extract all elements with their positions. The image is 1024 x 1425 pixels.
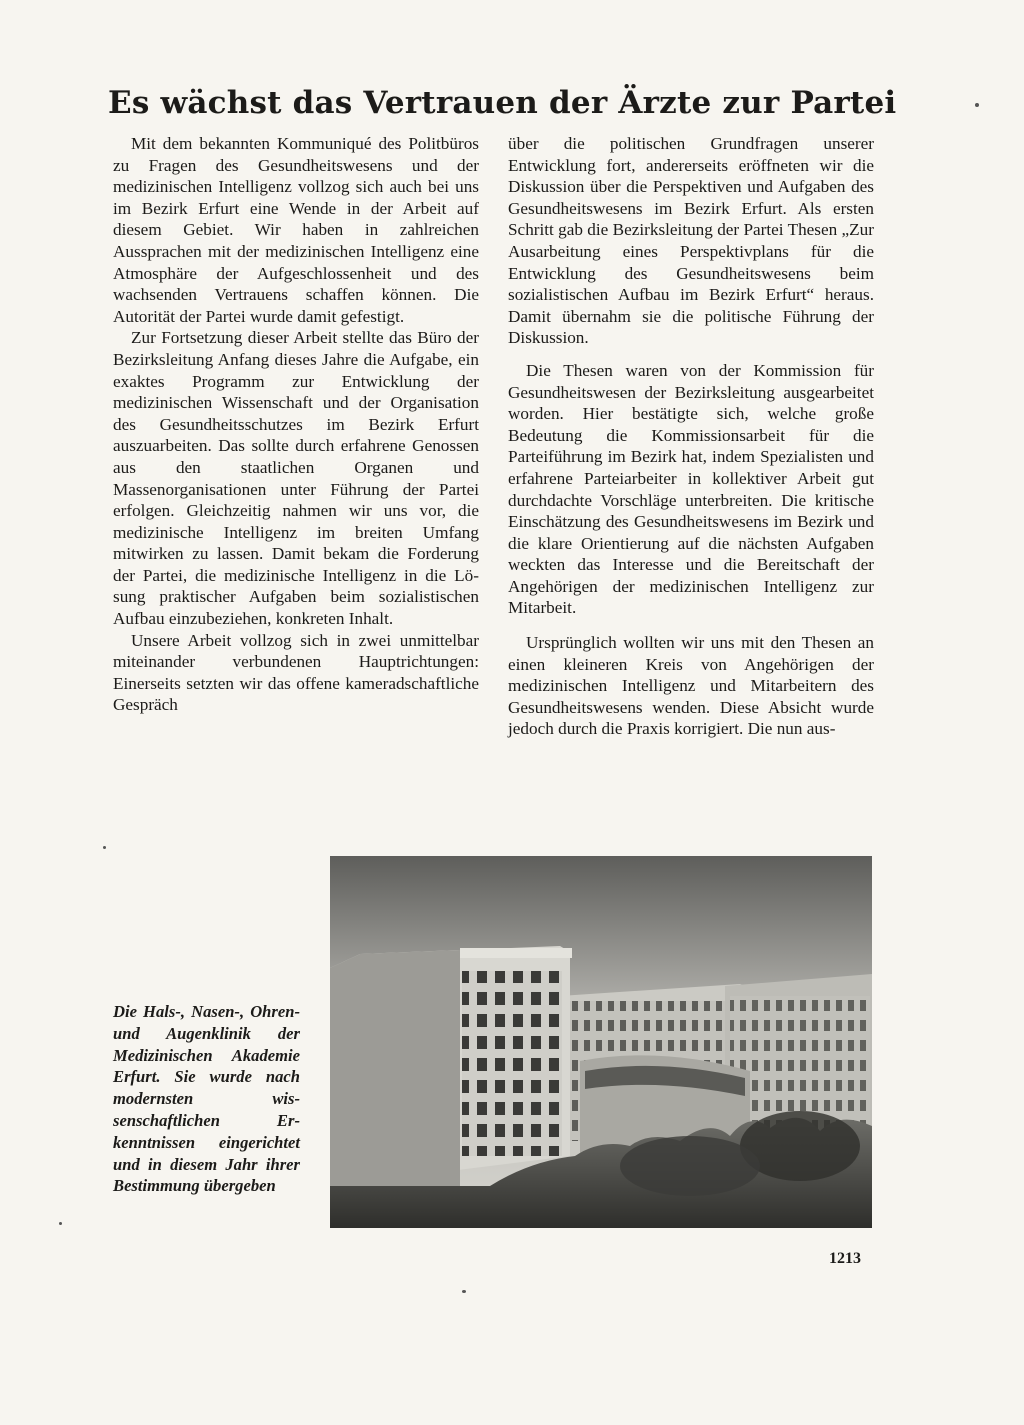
print-speck [462,1290,466,1293]
paragraph: Unsere Arbeit vollzog sich in zwei unmittelbar miteinander verbundenen Hauptrichtungen: Einerseits setzten wir das offene kameradschaftliche Gespräch [113,630,479,715]
print-speck [59,1222,62,1225]
paragraph: Zur Fortsetzung dieser Arbeit stellte das Büro der Bezirksleitung Anfang dieses Jahre die Aufgabe, ein exaktes Programm zur Entwicklung der medizinischen Wissenschaft und der Organisation des Gesundheitsschutzes im Bezirk Erfurt auszuarbeiten. Das sollte durch erfahrene Genossen aus den staatlichen Organen und Massenorganisationen unter Führung der Partei erfolgen. Gleichzeitig nahmen wir uns vor, die medizinische Intelligenz im breiten Umfang mitwirken zu lassen. Damit bekam die Forderung der Partei, die medizinische Intelligenz in die Lösung praktischer Aufgaben beim sozialistischen Aufbau einzubeziehen, konkreten Inhalt. [113,328,479,629]
paragraph: über die politischen Grundfragen unserer Entwicklung fort, andererseits eröffneten wir die Diskussion über die Perspektiven und Aufgaben des Gesundheitswesens im Bezirk Erfurt. Als ersten Schritt gab die Bezirksleitung der Partei Thesen „Zur Ausarbeitung eines Perspektivplans für die Entwicklung des Gesundheitswesens beim sozialistischen Aufbau im Bezirk Erfurt“ heraus. Damit übernahm sie die politische Führung der Diskussion. [508,134,874,348]
paragraph: Mit dem bekannten Kommuniqué des Politbüros zu Fragen des Gesundheitswesens und der medizinischen Intelligenz vollzog sich auch bei uns im Bezirk Erfurt eine Wende in der Arbeit auf diesem Gebiet. Wir haben in zahlreichen Aussprachen mit der medizinischen Intelligenz eine Atmosphäre der Aufgeschlossenheit und des wachsenden Vertrauens schaffen können. Die Autorität der Partei wurde damit gefestigt. [113,134,479,326]
article-headline: Es wächst das Vertrauen der Ärzte zur Partei [108,85,897,121]
right-column [508,133,874,740]
paragraph: Ursprünglich wollten wir uns mit den Thesen an einen kleineren Kreis von Angehörigen der medizinischen Intelligenz und Mitarbeitern des Gesundheitswesens wenden. Diese Absicht wurde jedoch durch die Praxis korrigiert. Die nun aus- [508,633,874,739]
photo-caption: Die Hals-, Nasen-, Ohren- und Augenklinik der Medizinischen Akademie Erfurt. Sie wurde nach modernsten wissenschaftlichen Erkenntnissen eingerichtet und in diesem Jahr ihrer Bestimmung übergeben [113,1002,300,1196]
building-illustration [330,856,872,1228]
paragraph: Die Thesen waren von der Kommission für Gesundheitswesen der Bezirksleitung ausgearbeitet worden. Hier bestätigte sich, welche große Bedeutung die Kommissionsarbeit für die Parteiführung im Bezirk hat, indem Spezialisten und erfahrene Parteiarbeiter in kollektiver Arbeit gut durchdachte Vorschläge unterbreiten. Die kritische Einschätzung des Gesundheitswesens im Bezirk und die klare Orientierung auf die nächsten Aufgaben weckten das Interesse und die Bereitschaft der Angehörigen der medizinischen Intelligenz zur Mitarbeit. [508,360,874,618]
left-column [113,133,479,716]
print-speck [975,103,979,107]
page-number: 1213 [829,1250,861,1267]
print-speck [103,846,106,849]
clinic-building-photo [330,856,872,1228]
